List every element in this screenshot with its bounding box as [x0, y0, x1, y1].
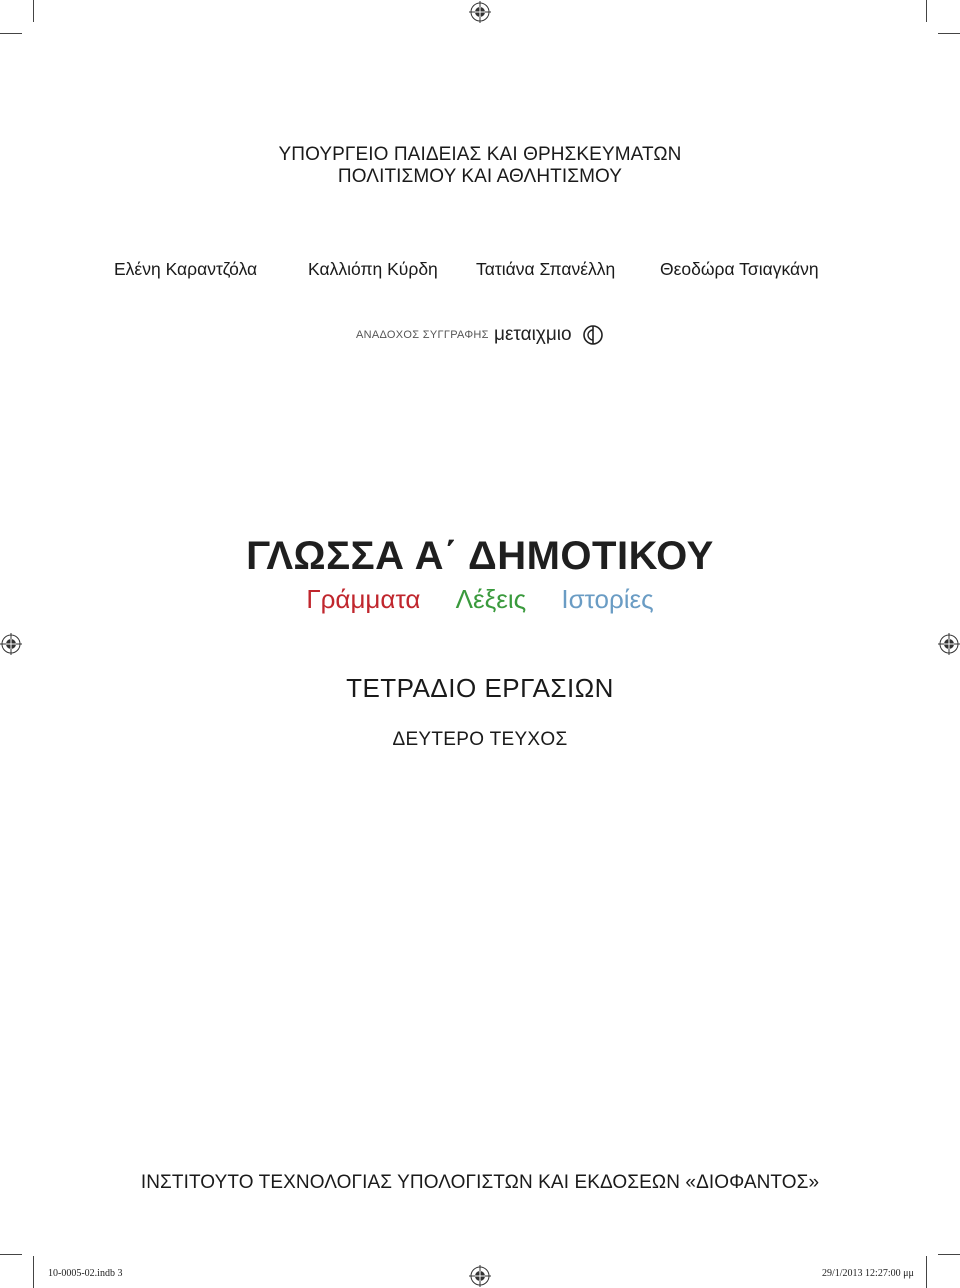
subtitle-istories: Ιστορίες — [561, 584, 654, 614]
publisher-label: ΑΝΑΔΟΧΟΣ ΣΥΓΓΡΑΦΗΣ — [356, 329, 489, 341]
institute-name: ΙΝΣΤΙΤΟΥΤΟ ΤΕΧΝΟΛΟΓΙΑΣ ΥΠΟΛΟΓΙΣΤΩΝ ΚΑΙ ΕΚΔΟΣΕΩΝ «ΔΙΟΦΑΝΤΟΣ» — [140, 1172, 820, 1193]
crop-mark — [938, 1254, 960, 1255]
registration-mark-icon — [0, 633, 22, 655]
book-title: ΓΛΩΣΣΑ Α΄ ΔΗΜΟΤΙΚΟΥ — [246, 534, 714, 578]
registration-mark-icon — [469, 1265, 491, 1287]
crop-mark — [938, 33, 960, 34]
ministry-name — [0, 144, 960, 188]
author-name: Ελένη Καραντζόλα — [114, 259, 258, 279]
crop-mark — [0, 33, 22, 34]
crop-mark — [926, 0, 927, 22]
workbook-label: ΤΕΤΡΑΔΙΟ ΕΡΓΑΣΙΩΝ — [346, 673, 614, 703]
subtitle-lexeis: Λέξεις — [455, 584, 527, 614]
ministry-line-1: ΥΠΟΥΡΓΕΙΟ ΠΑΙΔΕΙΑΣ ΚΑΙ ΘΡΗΣΚΕΥΜΑΤΩΝ — [278, 144, 682, 165]
author-name: Καλλιόπη Κύρδη — [308, 259, 438, 279]
crop-mark — [33, 1256, 34, 1288]
publisher-name: μεταιχμιο — [494, 324, 572, 345]
subtitle-grammata: Γράμματα — [306, 584, 421, 614]
crop-mark — [926, 1256, 927, 1288]
authors-row — [0, 259, 960, 283]
book-subtitle — [0, 584, 960, 615]
author-name: Θεοδώρα Τσιαγκάνη — [660, 259, 819, 279]
publisher-line — [0, 324, 960, 348]
registration-mark-icon — [938, 633, 960, 655]
volume-label: ΔΕΥΤΕΡΟ ΤΕΥΧΟΣ — [392, 729, 568, 750]
author-name: Τατιάνα Σπανέλλη — [476, 259, 616, 279]
crop-mark — [0, 1254, 22, 1255]
ministry-line-2: ΠΟΛΙΤΙΣΜΟΥ ΚΑΙ ΑΘΛΗΤΙΣΜΟΥ — [337, 166, 623, 187]
slug-timestamp: 29/1/2013 12:27:00 μμ — [822, 1268, 914, 1279]
registration-mark-icon — [469, 1, 491, 23]
metaixmio-logo-icon — [582, 324, 604, 346]
slug-file: 10-0005-02.indb 3 — [48, 1268, 123, 1279]
crop-mark — [33, 0, 34, 22]
